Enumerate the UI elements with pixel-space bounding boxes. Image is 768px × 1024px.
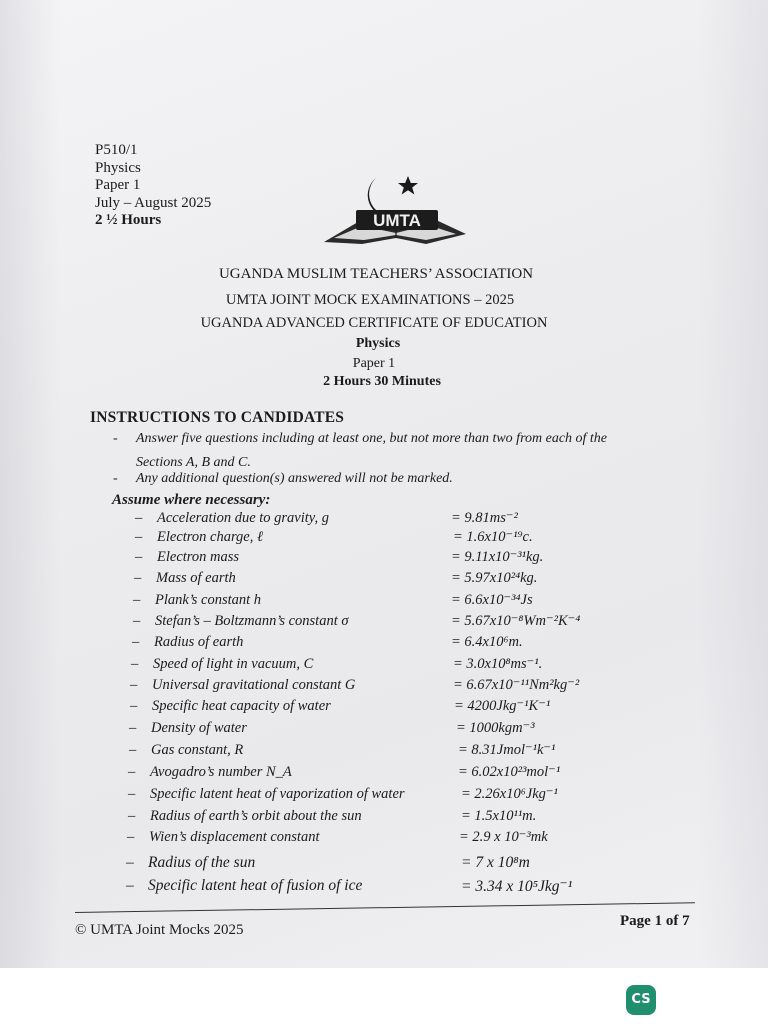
- constant-row: [128, 764, 561, 781]
- instruction-item: [113, 431, 608, 447]
- constant-value: = 6.4x10⁶m.: [451, 634, 523, 650]
- constant-row: [133, 613, 581, 630]
- footer-page-number: Page 1 of 7: [620, 913, 690, 929]
- paper-number: Paper 1: [95, 177, 141, 193]
- constant-row: [135, 510, 518, 527]
- bullet-dash: –: [130, 677, 138, 693]
- constant-value: = 1.6x10⁻¹⁹c.: [453, 529, 533, 545]
- paper-title: Paper 1: [352, 356, 396, 371]
- bullet-dash: –: [134, 570, 142, 586]
- assume-heading: Assume where necessary:: [112, 492, 271, 508]
- constant-name: Density of water: [151, 720, 247, 736]
- bullet-dash: -: [113, 431, 118, 446]
- umta-logo-icon: [318, 170, 470, 246]
- constant-value: = 2.26x10⁶Jkg⁻¹: [461, 786, 558, 802]
- constant-value: = 2.9 x 10⁻³mk: [459, 829, 548, 845]
- logo-wordmark: UMTA: [373, 211, 421, 230]
- bullet-dash: –: [132, 634, 140, 650]
- constant-value: = 6.67x10⁻¹¹Nm²kg⁻²: [453, 677, 580, 693]
- constant-value: = 8.31Jmol⁻¹k⁻¹: [458, 742, 556, 758]
- constant-name: Radius of earth’s orbit about the sun: [150, 808, 362, 824]
- bullet-dash: –: [126, 877, 134, 894]
- constant-value: = 1.5x10¹¹m.: [461, 808, 537, 824]
- constant-name: Mass of earth: [156, 570, 236, 586]
- bullet-dash: –: [128, 764, 136, 780]
- constant-name: Specific latent heat of vaporization of water: [150, 786, 405, 802]
- bullet-dash: –: [131, 656, 139, 672]
- bullet-dash: –: [129, 742, 137, 758]
- constant-value: = 5.97x10²⁴kg.: [451, 570, 538, 586]
- constant-row: [126, 854, 530, 872]
- instruction-item-continued: [136, 455, 251, 471]
- exam-title: UMTA JOINT MOCK EXAMINATIONS – 2025: [225, 292, 515, 308]
- constant-row: [129, 720, 535, 737]
- bullet-dash: –: [130, 698, 138, 714]
- bullet-dash: -: [113, 471, 118, 486]
- constant-name: Specific heat capacity of water: [152, 698, 331, 714]
- constant-row: [132, 634, 523, 651]
- constant-row: [135, 549, 544, 566]
- subject-title: Physics: [355, 336, 401, 351]
- paper-meta: [95, 142, 211, 230]
- constant-row: [133, 592, 533, 609]
- bullet-dash: –: [129, 720, 137, 736]
- instructions-heading: INSTRUCTIONS TO CANDIDATES: [90, 409, 345, 426]
- constant-name: Stefan’s – Boltzmann’s constant σ: [155, 613, 349, 629]
- footer-copyright: © UMTA Joint Mocks 2025: [75, 922, 244, 938]
- constant-value: = 9.81ms⁻²: [451, 510, 518, 526]
- bullet-dash: –: [127, 829, 135, 845]
- bullet-dash: –: [135, 549, 143, 565]
- bullet-dash: –: [128, 808, 136, 824]
- constant-row: [129, 742, 556, 759]
- duration-title: 2 Hours 30 Minutes: [323, 374, 441, 389]
- exam-duration: 2 ½ Hours: [95, 212, 162, 228]
- instruction-text: Answer five questions including at least one, but not more than two from each of the: [136, 431, 608, 446]
- constant-row: [130, 698, 551, 715]
- constant-row: [127, 829, 548, 846]
- bullet-dash: –: [135, 529, 143, 545]
- constant-name: Avogadro’s number N_A: [150, 764, 292, 780]
- constant-name: Electron mass: [157, 549, 240, 565]
- instruction-item: [113, 471, 453, 487]
- constant-value: = 3.34 x 10⁵Jkg⁻¹: [461, 878, 573, 895]
- bullet-dash: –: [135, 510, 143, 526]
- constant-row: [126, 877, 573, 895]
- constant-name: Speed of light in vacuum, C: [153, 656, 314, 672]
- constant-name: Radius of earth: [154, 634, 244, 650]
- constant-row: [131, 656, 543, 673]
- instruction-text: Sections A, B and C.: [136, 455, 251, 470]
- footer-divider: [75, 902, 695, 913]
- constant-name: Plank’s constant h: [155, 592, 262, 608]
- page-shadow-right: [698, 0, 768, 968]
- instruction-text: Any additional question(s) answered will not be marked.: [136, 471, 453, 486]
- bullet-dash: –: [133, 613, 141, 629]
- certificate-title: UGANDA ADVANCED CERTIFICATE OF EDUCATION: [200, 315, 548, 331]
- constant-row: [128, 808, 537, 825]
- paper-subject: Physics: [95, 159, 141, 176]
- constant-value: = 9.11x10⁻³¹kg.: [451, 549, 544, 565]
- constant-name: Acceleration due to gravity, g: [157, 510, 329, 526]
- constant-name: Specific latent heat of fusion of ice: [148, 877, 363, 894]
- camscanner-badge-icon: CS: [626, 985, 656, 1015]
- constant-value: = 3.0x10⁸ms⁻¹.: [453, 656, 543, 672]
- constant-value: = 6.6x10⁻³⁴Js: [451, 592, 533, 608]
- constant-value: = 1000kgm⁻³: [456, 720, 535, 736]
- constant-name: Wien’s displacement constant: [149, 829, 320, 845]
- constant-name: Radius of the sun: [148, 854, 256, 871]
- constant-row: [135, 529, 533, 546]
- page-shadow-left: [0, 0, 60, 968]
- constant-row: [128, 786, 558, 803]
- constant-value: = 6.02x10²³mol⁻¹: [458, 764, 561, 780]
- constant-row: [134, 570, 538, 587]
- bullet-dash: –: [126, 854, 134, 871]
- constant-name: Universal gravitational constant G: [152, 677, 356, 693]
- bullet-dash: –: [133, 592, 141, 608]
- paper-code: P510/1: [95, 142, 138, 158]
- constant-value: = 4200Jkg⁻¹K⁻¹: [454, 698, 551, 714]
- bullet-dash: –: [128, 786, 136, 802]
- constant-row: [130, 677, 580, 694]
- constant-value: = 5.67x10⁻⁸Wm⁻²K⁻⁴: [451, 613, 581, 629]
- constant-name: Electron charge, ℓ: [157, 529, 264, 545]
- organization-title: UGANDA MUSLIM TEACHERS’ ASSOCIATION: [218, 266, 534, 282]
- exam-period: July – August 2025: [95, 194, 212, 211]
- constant-value: = 7 x 10⁸m: [461, 854, 530, 871]
- constant-name: Gas constant, R: [151, 742, 244, 758]
